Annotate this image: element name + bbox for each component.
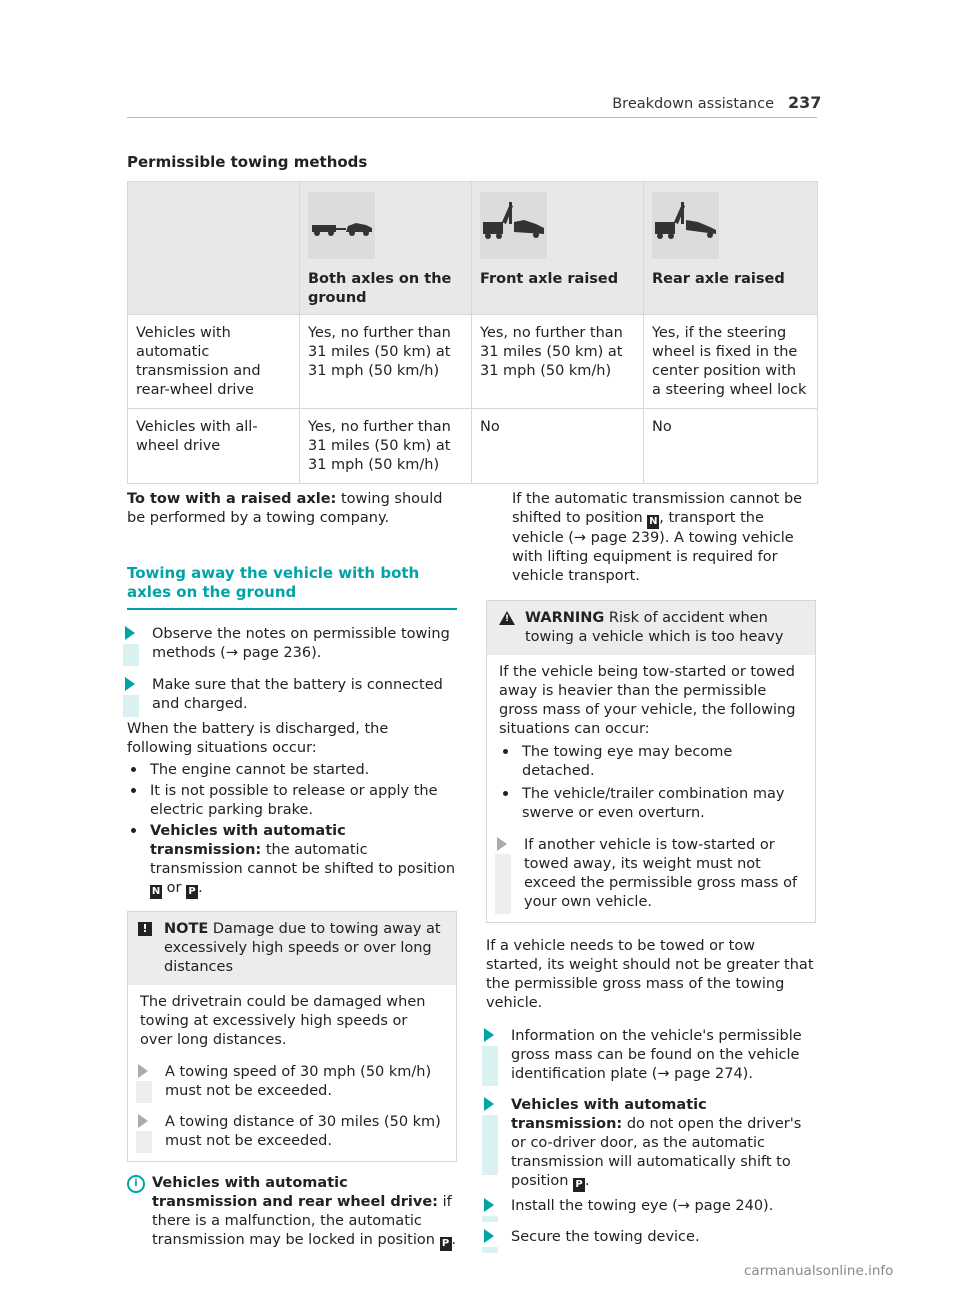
info-text: if there is a malfunction, the automatic transmission may be locked in position (152, 1194, 452, 1248)
bullet-item (127, 822, 457, 899)
bullet-dot (503, 791, 508, 796)
note-header (128, 912, 456, 985)
warning-header (487, 601, 815, 655)
step-arrow-icon (484, 1198, 494, 1212)
step-text: Install the towing eye (→ page 240). (511, 1198, 774, 1214)
note-body-text: The drivetrain could be damaged when towing at excessively high speeds or over long distances. (140, 994, 426, 1048)
intro-paragraph (127, 490, 447, 528)
gear-p-icon: P (186, 885, 198, 899)
step-text: Observe the notes on permissible towing methods (→ page 236). (152, 626, 450, 661)
info-end: . (451, 1232, 457, 1248)
when-text: When the battery is discharged, the following situations occur: (127, 721, 389, 756)
gross-mass-paragraph: If a vehicle needs to be towed or tow started, its weight should not be greater that the permissible gross mass of the towing vehicle. (486, 938, 814, 1011)
step-text: do not open the driver's or co-driver door, as the automatic transmission will automatically shift to position (511, 1116, 802, 1189)
page-number: 237 (788, 93, 822, 112)
step-arrow-icon (497, 837, 507, 851)
heading-text: Towing away the vehicle with both axles on the ground (127, 564, 420, 601)
step-battery (127, 676, 457, 714)
section-heading (127, 564, 457, 610)
step-bar (123, 644, 139, 666)
watermark: carmanualsonline.info (744, 1263, 894, 1279)
table-cell: Yes, no further than 31 miles (50 km) at 31 mph (50 km/h) (472, 315, 644, 409)
step-bar (482, 1247, 498, 1253)
step-arrow-icon (484, 1229, 494, 1243)
para-text: , transport the vehicle (→ page 239). A towing vehicle with lifting equipment is required for vehicle transport. (512, 510, 794, 584)
table-cell: Yes, if the steering wheel is fixed in the center position with a steering wheel lock (644, 315, 818, 409)
bullet-text: It is not possible to release or apply the electric parking brake. (150, 783, 438, 818)
step-arrow-icon (484, 1097, 494, 1111)
step-end: . (585, 1173, 590, 1189)
note-body (128, 985, 456, 1161)
table-row (128, 315, 818, 409)
note-title: Damage due to towing away at excessively high speeds or over long distances (164, 921, 441, 975)
header-title: Breakdown assistance (612, 96, 774, 112)
table-header (300, 182, 472, 315)
gear-p-icon: P (573, 1178, 585, 1192)
warning-box (486, 600, 816, 923)
note-label: NOTE (164, 921, 209, 937)
table-cell: Yes, no further than 31 miles (50 km) at 31 mph (50 km/h) (300, 409, 472, 484)
table-row (128, 409, 818, 484)
warning-label: WARNING (525, 610, 605, 626)
row-label: Vehicles with automatic transmission and rear-wheel drive (128, 315, 300, 409)
bullet-dot (503, 749, 508, 754)
intro-text: towing should be performed by a towing company. (127, 491, 443, 526)
para-text: If the automatic transmission cannot be shifted to position (512, 491, 803, 526)
bullet-item (127, 782, 457, 820)
step-bar (123, 695, 139, 717)
table-header (472, 182, 644, 315)
bullet-text: The towing eye may become detached. (522, 744, 733, 779)
note-icon: ! (138, 922, 152, 936)
bullet-bold: Vehicles with automatic transmission: (150, 823, 346, 858)
right-column (486, 490, 816, 1247)
info-bold: Vehicles with automatic transmission and rear wheel drive: (152, 1175, 438, 1210)
info-note (127, 1174, 457, 1251)
bullet-or: or (162, 880, 187, 896)
bullet-text: The engine cannot be started. (150, 762, 370, 778)
intro-bold: To tow with a raised axle: (127, 491, 337, 507)
gear-n-icon: N (151, 886, 161, 897)
step-install-eye (486, 1197, 816, 1216)
step-bold: Vehicles with automatic transmission: (511, 1097, 707, 1132)
row-label: Vehicles with all-wheel drive (128, 409, 300, 484)
note-step-text: A towing distance of 30 miles (50 km) must not be exceeded. (165, 1114, 441, 1149)
step-bar (482, 1046, 498, 1086)
step-text: Information on the vehicle's permissible gross mass can be found on the vehicle identification plate (→ page 274). (511, 1028, 802, 1082)
heading-rule (127, 608, 457, 610)
step-secure-device (486, 1228, 816, 1247)
step-identification-plate (486, 1027, 816, 1084)
note-step (140, 1063, 444, 1101)
left-column (127, 490, 457, 1251)
warning-title: Risk of accident when towing a vehicle which is too heavy (525, 610, 784, 645)
transport-paragraph (486, 490, 816, 586)
table-corner (128, 182, 300, 315)
bullet-item (499, 743, 803, 781)
bullet-dot (131, 767, 136, 772)
step-bar (482, 1216, 498, 1222)
step-doors (486, 1096, 816, 1192)
note-step-text: A towing speed of 30 mph (50 km/h) must not be exceeded. (165, 1064, 432, 1099)
header-rule (127, 117, 817, 118)
column-label: Front axle raised (480, 271, 619, 287)
table-cell: No (472, 409, 644, 484)
step-text: Secure the towing device. (511, 1229, 700, 1245)
step-observe (127, 625, 457, 663)
step-arrow-icon (484, 1028, 494, 1042)
warning-step (499, 836, 803, 912)
rear-axle-raised-icon (652, 192, 719, 259)
bullet-item (127, 761, 457, 780)
both-axles-ground-icon (308, 192, 375, 259)
section-title: Permissible towing methods (127, 153, 368, 171)
note-box (127, 911, 457, 1162)
step-bar (482, 1115, 498, 1175)
bullet-dot (131, 828, 136, 833)
warning-body (487, 655, 815, 922)
step-arrow-icon (138, 1064, 148, 1078)
warning-body-text: If the vehicle being tow-started or towed away is heavier than the permissible gross mass of your vehicle, the following situations can occur: (499, 664, 796, 737)
step-text: Make sure that the battery is connected and charged. (152, 677, 443, 712)
bullet-dot (131, 788, 136, 793)
warning-step-text: If another vehicle is tow-started or towed away, its weight must not exceed the permissible gross mass of your own vehicle. (524, 837, 798, 910)
step-arrow-icon (125, 626, 135, 640)
bullet-item (499, 785, 803, 823)
step-bar (136, 1081, 152, 1103)
gear-n-icon: N (649, 516, 658, 527)
column-label: Rear axle raised (652, 271, 785, 287)
table-cell: No (644, 409, 818, 484)
bullet-text: the automatic transmission cannot be shifted to position (150, 842, 456, 877)
table-cell: Yes, no further than 31 miles (50 km) at 31 mph (50 km/h) (300, 315, 472, 409)
front-axle-raised-icon (480, 192, 547, 259)
table-header (644, 182, 818, 315)
note-step (140, 1113, 444, 1151)
bullet-end: . (198, 880, 203, 896)
info-icon: i (127, 1175, 145, 1193)
warning-triangle-icon (499, 611, 515, 625)
bullet-text: The vehicle/trailer combination may swerve or even overturn. (522, 786, 785, 821)
step-bar (495, 854, 511, 914)
towing-methods-table (127, 181, 818, 484)
step-arrow-icon (138, 1114, 148, 1128)
column-label: Both axles on the ground (308, 271, 452, 306)
gear-p-icon: P (440, 1237, 452, 1251)
step-bar (136, 1131, 152, 1153)
step-arrow-icon (125, 677, 135, 691)
